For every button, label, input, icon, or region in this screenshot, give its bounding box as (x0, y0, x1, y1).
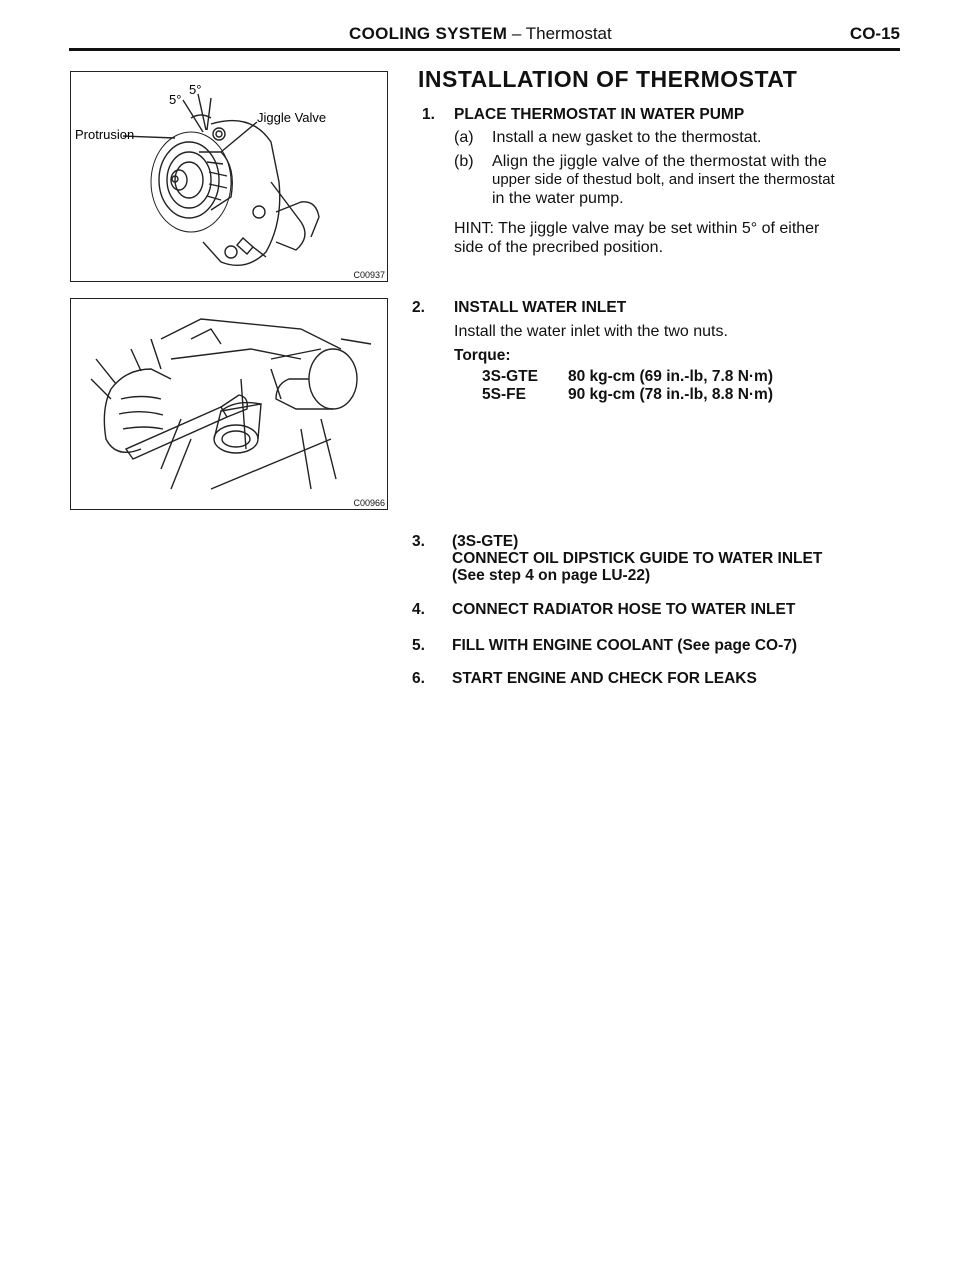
sub-label: (b) (454, 153, 474, 170)
torque-engine: 3S-GTE (482, 368, 538, 385)
step-number: 3. (412, 533, 425, 550)
header-rule (69, 48, 900, 51)
sub-label: (a) (454, 129, 474, 146)
step-number: 5. (412, 637, 425, 654)
step-title: START ENGINE AND CHECK FOR LEAKS (452, 670, 757, 687)
header-dash: – (507, 24, 526, 43)
step-title: INSTALL WATER INLET (454, 299, 627, 316)
figure-code: C00966 (353, 498, 385, 508)
step-number: 2. (412, 299, 425, 316)
figure-water-inlet (70, 298, 388, 510)
step-title: CONNECT RADIATOR HOSE TO WATER INLET (452, 601, 796, 618)
torque-engine: 5S-FE (482, 386, 526, 403)
torque-value: 90 kg-cm (78 in.-lb, 8.8 N·m) (568, 386, 773, 403)
section-heading: INSTALLATION OF THERMOSTAT (418, 66, 798, 92)
step-number: 1. (422, 106, 435, 123)
step-title: FILL WITH ENGINE COOLANT (See page CO-7) (452, 637, 798, 654)
angle-right-label: 5° (189, 82, 202, 97)
figure-code: C00937 (353, 270, 385, 280)
step-line: CONNECT OIL DIPSTICK GUIDE TO WATER INLET (452, 550, 823, 567)
angle-left-label: 5° (169, 92, 182, 107)
torque-label: Torque: (454, 347, 511, 364)
sub-text: upper side of thestud bolt, and insert the thermostat (492, 171, 835, 188)
protrusion-label: Protrusion (75, 127, 135, 142)
thermostat-illustration (71, 72, 387, 281)
step-line: (3S-GTE) (452, 533, 519, 550)
page-header (69, 22, 900, 48)
step-number: 4. (412, 601, 425, 618)
step-title: PLACE THERMOSTAT IN WATER PUMP (454, 106, 745, 123)
step-number: 6. (412, 670, 425, 687)
figure-thermostat (70, 71, 388, 282)
sub-text: in the water pump. (492, 190, 624, 207)
step-line: (See step 4 on page LU-22) (452, 567, 651, 584)
header-section: COOLING SYSTEM (349, 24, 508, 43)
hint-text: HINT: The jiggle valve may be set within 5° of either (454, 220, 820, 237)
torque-value: 80 kg-cm (69 in.-lb, 7.8 N·m) (568, 368, 773, 385)
header-title (349, 24, 612, 44)
header-subsection: Thermostat (525, 24, 612, 43)
page-number: CO-15 (849, 24, 900, 43)
step-text: Install the water inlet with the two nuts. (454, 323, 728, 340)
sub-text: Install a new gasket to the thermostat. (492, 129, 762, 146)
hint-text: side of the precribed position. (454, 239, 664, 256)
sub-text: Align the jiggle valve of the thermostat with the (492, 153, 827, 170)
water-inlet-illustration (71, 299, 387, 509)
jiggle-valve-label: Jiggle Valve (257, 110, 327, 125)
